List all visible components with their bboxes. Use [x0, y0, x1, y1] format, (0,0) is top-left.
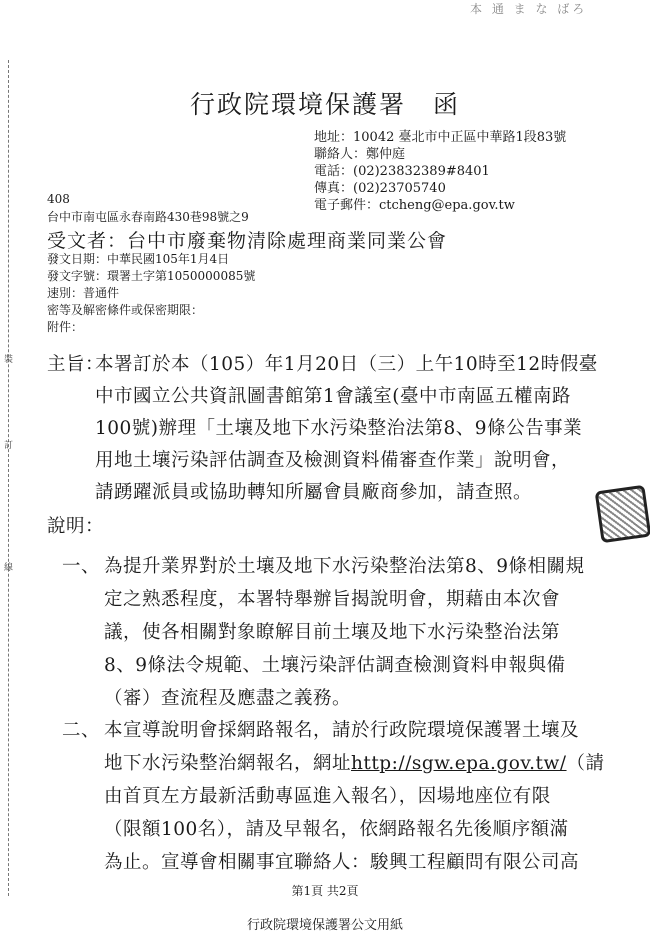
subject-line: 用地土壤污染評估調查及檢測資料備審查作業」說明會，: [95, 450, 571, 471]
handwritten-scribble: 本 通 ま な ばろ: [470, 2, 588, 16]
item-1-line: 議，使各相關對象瞭解目前土壤及地下水污染整治法第: [104, 622, 561, 643]
subject-line: 請踴躍派員或協助轉知所屬會員廠商參加，請查照。: [95, 482, 533, 503]
item-2-line: 為止。宣導會相關事宜聯絡人：駿興工程顧問有限公司高: [104, 852, 580, 873]
recipient-address: 台中市南屯區永春南路430巷98號之9: [47, 210, 249, 224]
sender-contact: 聯絡人：鄭仲庭: [314, 147, 406, 162]
sender-phone: 電話：(02)23832389#8401: [314, 164, 490, 179]
sender-address: 地址：10042 臺北市中正區中華路1段83號: [314, 130, 567, 145]
received-stamp: [595, 485, 650, 543]
item-1-line: 為提升業界對於土壤及地下水污染整治法第8、9條相關規: [104, 556, 585, 577]
item-2-line-text: （請: [566, 753, 605, 774]
issue-date: 發文日期：中華民國105年1月4日: [47, 252, 230, 266]
sender-fax: 傳真：(02)23705740: [314, 181, 446, 196]
margin-char-xian: 線: [4, 563, 14, 573]
recipient: 受文者：台中市廢棄物清除處理商業同業公會: [47, 230, 448, 252]
subject-line: 100號)辦理「土壤及地下水污染整治法第8、9條公告事業: [95, 418, 583, 439]
item-2-line: 由首頁左方最新活動專區進入報名），因場地座位有限: [104, 786, 551, 807]
item-2-line: [104, 749, 605, 775]
attachment: 附件：: [47, 320, 84, 334]
postal-code: 408: [47, 192, 70, 206]
item-1-line: 定之熟悉程度，本署特舉辦旨揭說明會，期藉由本次會: [104, 589, 561, 610]
item-2-line: （限額100名），請及早報名，依網路報名先後順序額滿: [104, 819, 569, 840]
item-2-line-text: 地下水污染整治網報名，網址: [104, 753, 352, 774]
document-title: 行政院環境保護署 函: [189, 90, 460, 119]
item-2-line: 本宣導說明會採網路報名，請於行政院環境保護署土壤及: [104, 720, 580, 741]
item-1-marker: 一、: [62, 556, 101, 577]
subject-label: 主旨：: [47, 354, 105, 375]
item-1-line: 8、9條法令規範、土壤污染評估調查檢測資料申報與備: [104, 655, 566, 676]
item-2-marker: 二、: [62, 720, 101, 741]
registration-link[interactable]: http://sgw.epa.gov.tw/: [351, 753, 567, 774]
delivery-speed: 速別：普通件: [47, 286, 120, 300]
subject-line: 本署訂於本（105）年1月20日（三）上午10時至12時假臺: [95, 354, 598, 375]
document-number: 發文字號：環署土字第1050000085號: [47, 269, 256, 283]
letterhead-footer: 行政院環境保護署公文用紙: [246, 918, 403, 933]
secrecy-level: 密等及解密條件或保密期限：: [47, 303, 204, 317]
page-number: 第1頁 共2頁: [291, 884, 359, 898]
explanation-label: 說明：: [47, 516, 105, 537]
item-1-line: （審）查流程及應盡之義務。: [104, 688, 352, 709]
binding-margin-line: [8, 60, 9, 896]
margin-char-ding: 訂: [4, 441, 14, 451]
subject-line: 中市國立公共資訊圖書館第1會議室(臺中市南區五權南路: [95, 386, 571, 407]
margin-char-zhuang: 裝: [4, 355, 14, 365]
sender-email: 電子郵件：ctcheng@epa.gov.tw: [314, 198, 515, 213]
